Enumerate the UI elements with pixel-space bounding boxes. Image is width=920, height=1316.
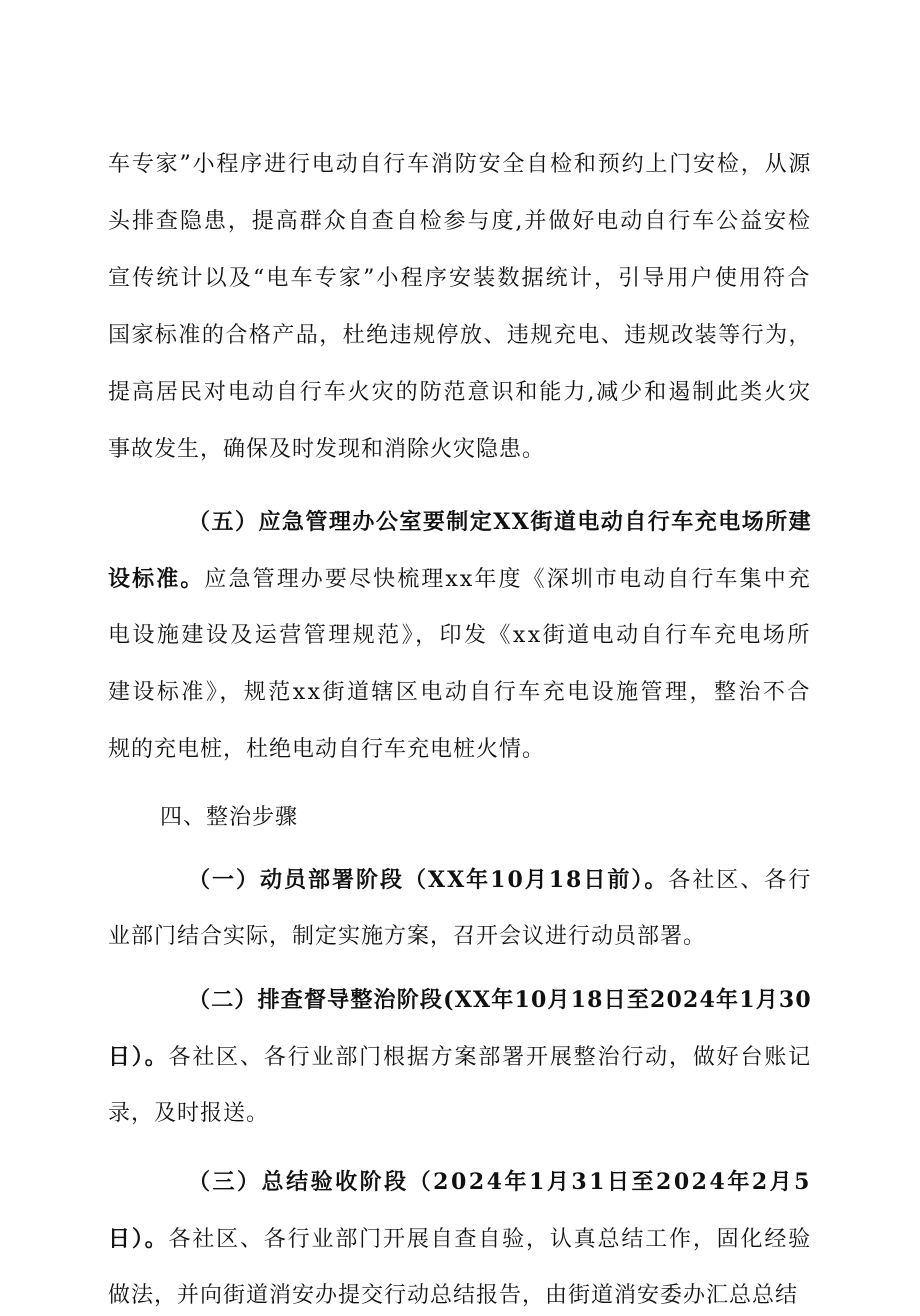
body-text: 录，及时报送。 bbox=[108, 1101, 270, 1126]
paragraph-5-line-2 bbox=[108, 1037, 812, 1077]
bold-heading-text: 四、整治步骤 bbox=[160, 805, 299, 830]
paragraph-1-line-3 bbox=[108, 259, 812, 299]
paragraph-3-line-1 bbox=[160, 798, 298, 838]
paragraph-4-line-1 bbox=[188, 860, 812, 900]
paragraph-5-line-3 bbox=[108, 1094, 269, 1134]
body-text: 各社区、各行业部门根据方案部署开展整治行动，做好台账记 bbox=[168, 1045, 813, 1070]
paragraph-1-line-4 bbox=[108, 316, 812, 356]
paragraph-2-line-2 bbox=[108, 559, 812, 599]
body-text: 各社区、各行业部门开展自查自验，认真总结工作，固化经验 bbox=[168, 1227, 813, 1252]
paragraph-2-line-5 bbox=[108, 730, 545, 770]
paragraph-6-line-1 bbox=[188, 1162, 812, 1202]
paragraph-6-line-2 bbox=[108, 1219, 812, 1259]
bold-heading-text: 日）。 bbox=[108, 1226, 169, 1252]
body-text: 提高居民对电动自行车火灾的防范意识和能力,减少和遏制此类火灾 bbox=[108, 380, 812, 405]
body-text: 车专家”小程序进行电动自行车消防安全自检和预约上门安检，从源 bbox=[108, 152, 813, 177]
paragraph-2-line-1 bbox=[188, 502, 812, 542]
bold-heading-text: （二）排查督导整治阶段(XX年10月18日至2024年1月30 bbox=[188, 987, 812, 1013]
paragraph-2-line-3 bbox=[108, 616, 812, 656]
body-text: 做法，并向街道消安办提交行动总结报告，由街道消安委办汇总总结 bbox=[108, 1283, 799, 1308]
body-text: 事故发生，确保及时发现和消除火灾隐患。 bbox=[108, 437, 546, 462]
body-text: 头排查隐患，提高群众自查自检参与度,并做好电动自行车公益安检 bbox=[108, 209, 812, 234]
bold-heading-text: （一）动员部署阶段（XX年10月18日前）。 bbox=[188, 867, 669, 893]
paragraph-2-line-4 bbox=[108, 673, 812, 713]
body-text: 国家标准的合格产品，杜绝违规停放、违规充电、违规改装等行为， bbox=[108, 323, 813, 348]
paragraph-6-line-3 bbox=[108, 1276, 798, 1316]
paragraph-5-line-1 bbox=[188, 980, 812, 1020]
body-text: 电设施建设及运营管理规范》，印发《xx街道电动自行车充电场所 bbox=[108, 623, 812, 648]
bold-heading-text: （三）总结验收阶段（2024年1月31日至2024年2月5 bbox=[188, 1169, 812, 1195]
body-text: 建设标准》，规范xx街道辖区电动自行车充电设施管理，整治不合 bbox=[108, 680, 812, 705]
paragraph-1-line-1 bbox=[108, 145, 812, 185]
body-text: 应急管理办要尽快梳理xx年度《深圳市电动自行车集中充 bbox=[204, 567, 812, 592]
paragraph-1-line-2 bbox=[108, 202, 812, 242]
body-text: 业部门结合实际，制定实施方案，召开会议进行动员部署。 bbox=[108, 924, 707, 949]
bold-heading-text: （五）应急管理办公室要制定XX街道电动自行车充电场所建 bbox=[188, 509, 813, 535]
body-text: 宣传统计以及“电车专家”小程序安装数据统计，引导用户使用符合 bbox=[108, 266, 812, 291]
bold-heading-text: 日）。 bbox=[108, 1044, 169, 1070]
paragraph-1-line-5 bbox=[108, 373, 812, 413]
paragraph-1-line-6 bbox=[108, 430, 545, 470]
body-text: 规的充电桩，杜绝电动自行车充电桩火情。 bbox=[108, 737, 546, 762]
bold-heading-text: 设标准。 bbox=[108, 566, 205, 592]
body-text: 各社区、各行 bbox=[668, 868, 813, 893]
paragraph-4-line-2 bbox=[108, 917, 706, 957]
